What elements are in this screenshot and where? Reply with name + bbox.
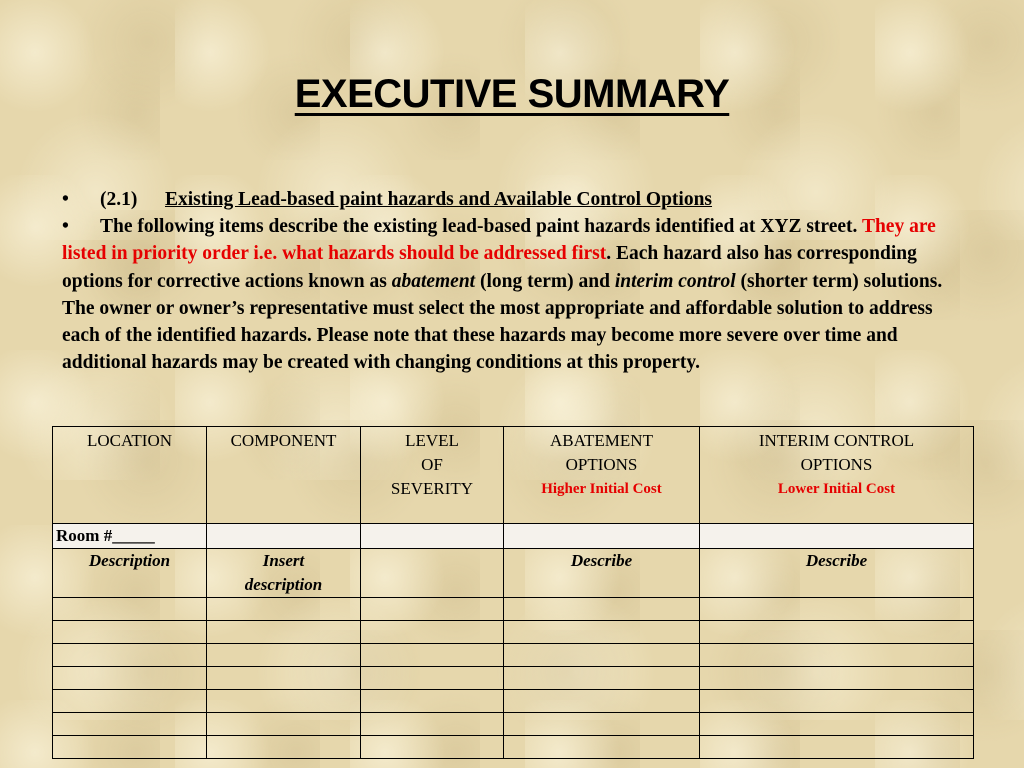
table-header-row — [53, 427, 974, 524]
header-abatement — [504, 427, 700, 524]
slide-title-text: EXECUTIVE SUMMARY — [294, 72, 730, 116]
table-cell — [207, 667, 361, 690]
table-cell — [700, 690, 974, 713]
table-cell — [53, 598, 207, 621]
desc-abatement: Describe — [504, 549, 700, 598]
table-cell — [700, 621, 974, 644]
header-interim-line1: INTERIM CONTROL — [758, 431, 915, 450]
abatement-term: abatement — [391, 270, 476, 292]
section-heading: Existing Lead-based paint hazards and Available Control Options — [165, 189, 713, 210]
priority-note: They are listed in priority order i.e. what hazards should be addressed first — [62, 216, 936, 265]
table-cell — [361, 524, 504, 549]
table-cell — [504, 690, 700, 713]
table-cell — [53, 690, 207, 713]
header-severity — [361, 427, 504, 524]
header-interim — [700, 427, 974, 524]
table-cell — [361, 690, 504, 713]
interim-cost-note: Lower Initial Cost — [777, 481, 896, 497]
table-cell — [504, 621, 700, 644]
table-cell — [504, 644, 700, 667]
desc-component — [207, 549, 361, 598]
hazard-table — [52, 426, 974, 759]
table-cell — [504, 667, 700, 690]
table-cell — [504, 713, 700, 736]
table-cell — [700, 524, 974, 549]
desc-component-line2: description — [244, 575, 323, 594]
header-component-label: COMPONENT — [230, 431, 337, 450]
table-cell — [53, 667, 207, 690]
header-severity-line3: SEVERITY — [390, 479, 474, 498]
header-component — [207, 427, 361, 524]
table-row — [53, 736, 974, 759]
table-row — [53, 667, 974, 690]
table-cell — [700, 598, 974, 621]
table-row — [53, 713, 974, 736]
table-cell — [361, 598, 504, 621]
desc-severity — [361, 549, 504, 598]
room-row — [53, 524, 974, 549]
header-location-label: LOCATION — [87, 431, 172, 450]
table-cell — [53, 644, 207, 667]
table-cell — [700, 644, 974, 667]
table-cell — [361, 736, 504, 759]
table-cell — [207, 621, 361, 644]
table-cell — [361, 644, 504, 667]
desc-location: Description — [53, 549, 207, 598]
header-location — [53, 427, 207, 524]
description-row — [53, 549, 974, 598]
slide-title — [0, 72, 1024, 117]
table-row — [53, 690, 974, 713]
bullet-marker: • — [62, 189, 69, 210]
table-cell — [207, 524, 361, 549]
table-cell — [53, 713, 207, 736]
bullet-marker: • — [62, 216, 69, 238]
table-cell — [207, 644, 361, 667]
table-row — [53, 644, 974, 667]
header-abatement-line2: OPTIONS — [565, 455, 638, 474]
interim-control-term: interim control — [614, 270, 736, 292]
table-cell — [504, 736, 700, 759]
header-interim-line2: OPTIONS — [800, 455, 873, 474]
table-cell — [207, 598, 361, 621]
table-cell — [700, 713, 974, 736]
empty-rows — [53, 598, 974, 759]
room-label: Room #_____ — [53, 524, 207, 549]
table-row — [53, 621, 974, 644]
table-row — [53, 598, 974, 621]
table-cell — [207, 713, 361, 736]
table-cell — [700, 667, 974, 690]
desc-interim: Describe — [700, 549, 974, 598]
header-severity-line1: LEVEL — [405, 431, 459, 450]
abatement-cost-note: Higher Initial Cost — [541, 481, 662, 497]
bullet-description — [62, 213, 967, 376]
table-cell — [53, 621, 207, 644]
summary-body — [62, 186, 967, 376]
table-cell — [361, 621, 504, 644]
table-cell — [504, 598, 700, 621]
table-cell — [361, 713, 504, 736]
bullet-section-heading — [62, 186, 967, 213]
table-cell — [53, 736, 207, 759]
table-cell — [207, 690, 361, 713]
table-cell — [504, 524, 700, 549]
desc-component-line1: Insert — [262, 551, 305, 570]
desc-text-1: The following items describe the existing lead-based paint hazards identified at XYZ street. — [100, 216, 862, 238]
table-cell — [361, 667, 504, 690]
table-cell — [700, 736, 974, 759]
section-number: (2.1) — [100, 189, 138, 210]
desc-text-3: (long term) and — [475, 270, 615, 292]
table-cell — [207, 736, 361, 759]
desc-text-2: . Each hazard also has corresponding options for corrective actions known as — [62, 243, 917, 292]
desc-text-4: (shorter term) solutions. The owner or owner’s representative must select the most appropriate and affordable solution to address each of the identified hazards. Please note that these hazards may become more severe over time and additional hazards may be created with changing conditions at this property. — [62, 270, 943, 374]
header-abatement-line1: ABATEMENT — [550, 431, 653, 450]
header-severity-line2: OF — [421, 455, 443, 474]
